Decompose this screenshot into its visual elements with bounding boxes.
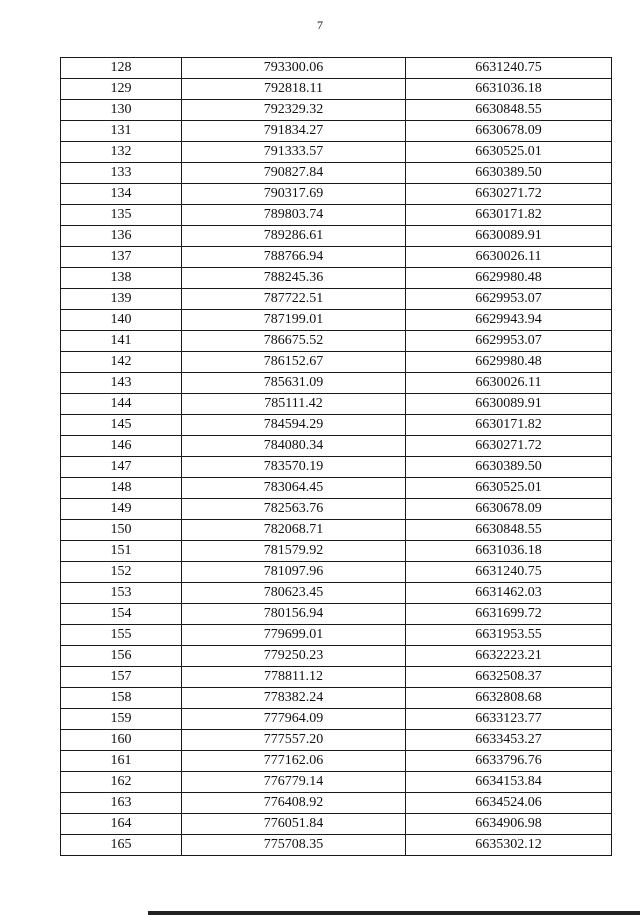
table-row bbox=[61, 226, 612, 247]
y-coordinate-cell: 6630525.01 bbox=[406, 142, 612, 163]
x-coordinate-cell: 776051.84 bbox=[182, 814, 406, 835]
x-coordinate-cell: 785111.42 bbox=[182, 394, 406, 415]
point-number-cell: 144 bbox=[61, 394, 182, 415]
x-coordinate-cell: 788245.36 bbox=[182, 268, 406, 289]
y-coordinate-cell: 6630678.09 bbox=[406, 499, 612, 520]
x-coordinate-cell: 787722.51 bbox=[182, 289, 406, 310]
y-coordinate-cell: 6631953.55 bbox=[406, 625, 612, 646]
table-row bbox=[61, 373, 612, 394]
table-row bbox=[61, 751, 612, 772]
x-coordinate-cell: 779250.23 bbox=[182, 646, 406, 667]
x-coordinate-cell: 782563.76 bbox=[182, 499, 406, 520]
point-number-cell: 129 bbox=[61, 79, 182, 100]
table-row bbox=[61, 142, 612, 163]
table-row bbox=[61, 772, 612, 793]
table-row bbox=[61, 583, 612, 604]
table-row bbox=[61, 352, 612, 373]
table-row bbox=[61, 289, 612, 310]
point-number-cell: 157 bbox=[61, 667, 182, 688]
x-coordinate-cell: 783570.19 bbox=[182, 457, 406, 478]
point-number-cell: 148 bbox=[61, 478, 182, 499]
y-coordinate-cell: 6629943.94 bbox=[406, 310, 612, 331]
x-coordinate-cell: 788766.94 bbox=[182, 247, 406, 268]
point-number-cell: 150 bbox=[61, 520, 182, 541]
y-coordinate-cell: 6630678.09 bbox=[406, 121, 612, 142]
table-row bbox=[61, 205, 612, 226]
y-coordinate-cell: 6631462.03 bbox=[406, 583, 612, 604]
y-coordinate-cell: 6629953.07 bbox=[406, 331, 612, 352]
y-coordinate-cell: 6630848.55 bbox=[406, 520, 612, 541]
x-coordinate-cell: 776408.92 bbox=[182, 793, 406, 814]
x-coordinate-cell: 790827.84 bbox=[182, 163, 406, 184]
y-coordinate-cell: 6632223.21 bbox=[406, 646, 612, 667]
coordinates-table bbox=[60, 57, 612, 856]
y-coordinate-cell: 6630848.55 bbox=[406, 100, 612, 121]
table-row bbox=[61, 541, 612, 562]
table-row bbox=[61, 835, 612, 856]
x-coordinate-cell: 780156.94 bbox=[182, 604, 406, 625]
point-number-cell: 158 bbox=[61, 688, 182, 709]
y-coordinate-cell: 6630525.01 bbox=[406, 478, 612, 499]
x-coordinate-cell: 777964.09 bbox=[182, 709, 406, 730]
y-coordinate-cell: 6630026.11 bbox=[406, 247, 612, 268]
y-coordinate-cell: 6631240.75 bbox=[406, 562, 612, 583]
y-coordinate-cell: 6631036.18 bbox=[406, 79, 612, 100]
point-number-cell: 135 bbox=[61, 205, 182, 226]
y-coordinate-cell: 6631240.75 bbox=[406, 58, 612, 79]
x-coordinate-cell: 777162.06 bbox=[182, 751, 406, 772]
x-coordinate-cell: 790317.69 bbox=[182, 184, 406, 205]
point-number-cell: 162 bbox=[61, 772, 182, 793]
y-coordinate-cell: 6630389.50 bbox=[406, 457, 612, 478]
x-coordinate-cell: 778382.24 bbox=[182, 688, 406, 709]
y-coordinate-cell: 6631699.72 bbox=[406, 604, 612, 625]
table-row bbox=[61, 814, 612, 835]
x-coordinate-cell: 780623.45 bbox=[182, 583, 406, 604]
point-number-cell: 130 bbox=[61, 100, 182, 121]
y-coordinate-cell: 6634906.98 bbox=[406, 814, 612, 835]
table-row bbox=[61, 58, 612, 79]
y-coordinate-cell: 6629953.07 bbox=[406, 289, 612, 310]
y-coordinate-cell: 6634524.06 bbox=[406, 793, 612, 814]
point-number-cell: 149 bbox=[61, 499, 182, 520]
x-coordinate-cell: 781579.92 bbox=[182, 541, 406, 562]
x-coordinate-cell: 786152.67 bbox=[182, 352, 406, 373]
x-coordinate-cell: 778811.12 bbox=[182, 667, 406, 688]
point-number-cell: 142 bbox=[61, 352, 182, 373]
y-coordinate-cell: 6629980.48 bbox=[406, 268, 612, 289]
table-row bbox=[61, 415, 612, 436]
y-coordinate-cell: 6630271.72 bbox=[406, 436, 612, 457]
table-row bbox=[61, 436, 612, 457]
point-number-cell: 145 bbox=[61, 415, 182, 436]
table-row bbox=[61, 604, 612, 625]
table-row bbox=[61, 163, 612, 184]
bottom-scan-edge bbox=[148, 911, 640, 915]
table-row bbox=[61, 667, 612, 688]
point-number-cell: 159 bbox=[61, 709, 182, 730]
x-coordinate-cell: 784080.34 bbox=[182, 436, 406, 457]
table-row bbox=[61, 79, 612, 100]
y-coordinate-cell: 6630171.82 bbox=[406, 415, 612, 436]
table-row bbox=[61, 310, 612, 331]
table-row bbox=[61, 394, 612, 415]
point-number-cell: 132 bbox=[61, 142, 182, 163]
y-coordinate-cell: 6630389.50 bbox=[406, 163, 612, 184]
y-coordinate-cell: 6630089.91 bbox=[406, 394, 612, 415]
x-coordinate-cell: 777557.20 bbox=[182, 730, 406, 751]
table-row bbox=[61, 457, 612, 478]
point-number-cell: 155 bbox=[61, 625, 182, 646]
point-number-cell: 133 bbox=[61, 163, 182, 184]
x-coordinate-cell: 786675.52 bbox=[182, 331, 406, 352]
point-number-cell: 128 bbox=[61, 58, 182, 79]
x-coordinate-cell: 781097.96 bbox=[182, 562, 406, 583]
table-row bbox=[61, 247, 612, 268]
x-coordinate-cell: 789803.74 bbox=[182, 205, 406, 226]
point-number-cell: 131 bbox=[61, 121, 182, 142]
x-coordinate-cell: 775708.35 bbox=[182, 835, 406, 856]
y-coordinate-cell: 6633123.77 bbox=[406, 709, 612, 730]
table-row bbox=[61, 520, 612, 541]
y-coordinate-cell: 6630271.72 bbox=[406, 184, 612, 205]
x-coordinate-cell: 792818.11 bbox=[182, 79, 406, 100]
table-row bbox=[61, 730, 612, 751]
page-number: 7 bbox=[317, 18, 323, 32]
point-number-cell: 152 bbox=[61, 562, 182, 583]
table-row bbox=[61, 688, 612, 709]
point-number-cell: 165 bbox=[61, 835, 182, 856]
point-number-cell: 139 bbox=[61, 289, 182, 310]
table-row bbox=[61, 100, 612, 121]
table-row bbox=[61, 646, 612, 667]
coordinates-table-body bbox=[61, 58, 612, 856]
table-row bbox=[61, 625, 612, 646]
x-coordinate-cell: 779699.01 bbox=[182, 625, 406, 646]
x-coordinate-cell: 783064.45 bbox=[182, 478, 406, 499]
point-number-cell: 160 bbox=[61, 730, 182, 751]
table-row bbox=[61, 121, 612, 142]
table-row bbox=[61, 793, 612, 814]
y-coordinate-cell: 6631036.18 bbox=[406, 541, 612, 562]
table-row bbox=[61, 268, 612, 289]
point-number-cell: 146 bbox=[61, 436, 182, 457]
point-number-cell: 151 bbox=[61, 541, 182, 562]
point-number-cell: 138 bbox=[61, 268, 182, 289]
point-number-cell: 154 bbox=[61, 604, 182, 625]
x-coordinate-cell: 791333.57 bbox=[182, 142, 406, 163]
x-coordinate-cell: 785631.09 bbox=[182, 373, 406, 394]
table-row bbox=[61, 709, 612, 730]
x-coordinate-cell: 787199.01 bbox=[182, 310, 406, 331]
y-coordinate-cell: 6630171.82 bbox=[406, 205, 612, 226]
x-coordinate-cell: 789286.61 bbox=[182, 226, 406, 247]
x-coordinate-cell: 776779.14 bbox=[182, 772, 406, 793]
point-number-cell: 137 bbox=[61, 247, 182, 268]
y-coordinate-cell: 6633453.27 bbox=[406, 730, 612, 751]
table-row bbox=[61, 478, 612, 499]
point-number-cell: 136 bbox=[61, 226, 182, 247]
y-coordinate-cell: 6635302.12 bbox=[406, 835, 612, 856]
point-number-cell: 134 bbox=[61, 184, 182, 205]
point-number-cell: 141 bbox=[61, 331, 182, 352]
point-number-cell: 153 bbox=[61, 583, 182, 604]
table-row bbox=[61, 184, 612, 205]
y-coordinate-cell: 6634153.84 bbox=[406, 772, 612, 793]
y-coordinate-cell: 6632508.37 bbox=[406, 667, 612, 688]
y-coordinate-cell: 6633796.76 bbox=[406, 751, 612, 772]
point-number-cell: 143 bbox=[61, 373, 182, 394]
y-coordinate-cell: 6630089.91 bbox=[406, 226, 612, 247]
x-coordinate-cell: 793300.06 bbox=[182, 58, 406, 79]
table-row bbox=[61, 562, 612, 583]
x-coordinate-cell: 784594.29 bbox=[182, 415, 406, 436]
point-number-cell: 163 bbox=[61, 793, 182, 814]
table-row bbox=[61, 331, 612, 352]
x-coordinate-cell: 782068.71 bbox=[182, 520, 406, 541]
point-number-cell: 140 bbox=[61, 310, 182, 331]
y-coordinate-cell: 6630026.11 bbox=[406, 373, 612, 394]
y-coordinate-cell: 6629980.48 bbox=[406, 352, 612, 373]
point-number-cell: 164 bbox=[61, 814, 182, 835]
x-coordinate-cell: 791834.27 bbox=[182, 121, 406, 142]
point-number-cell: 156 bbox=[61, 646, 182, 667]
point-number-cell: 147 bbox=[61, 457, 182, 478]
x-coordinate-cell: 792329.32 bbox=[182, 100, 406, 121]
table-row bbox=[61, 499, 612, 520]
point-number-cell: 161 bbox=[61, 751, 182, 772]
y-coordinate-cell: 6632808.68 bbox=[406, 688, 612, 709]
